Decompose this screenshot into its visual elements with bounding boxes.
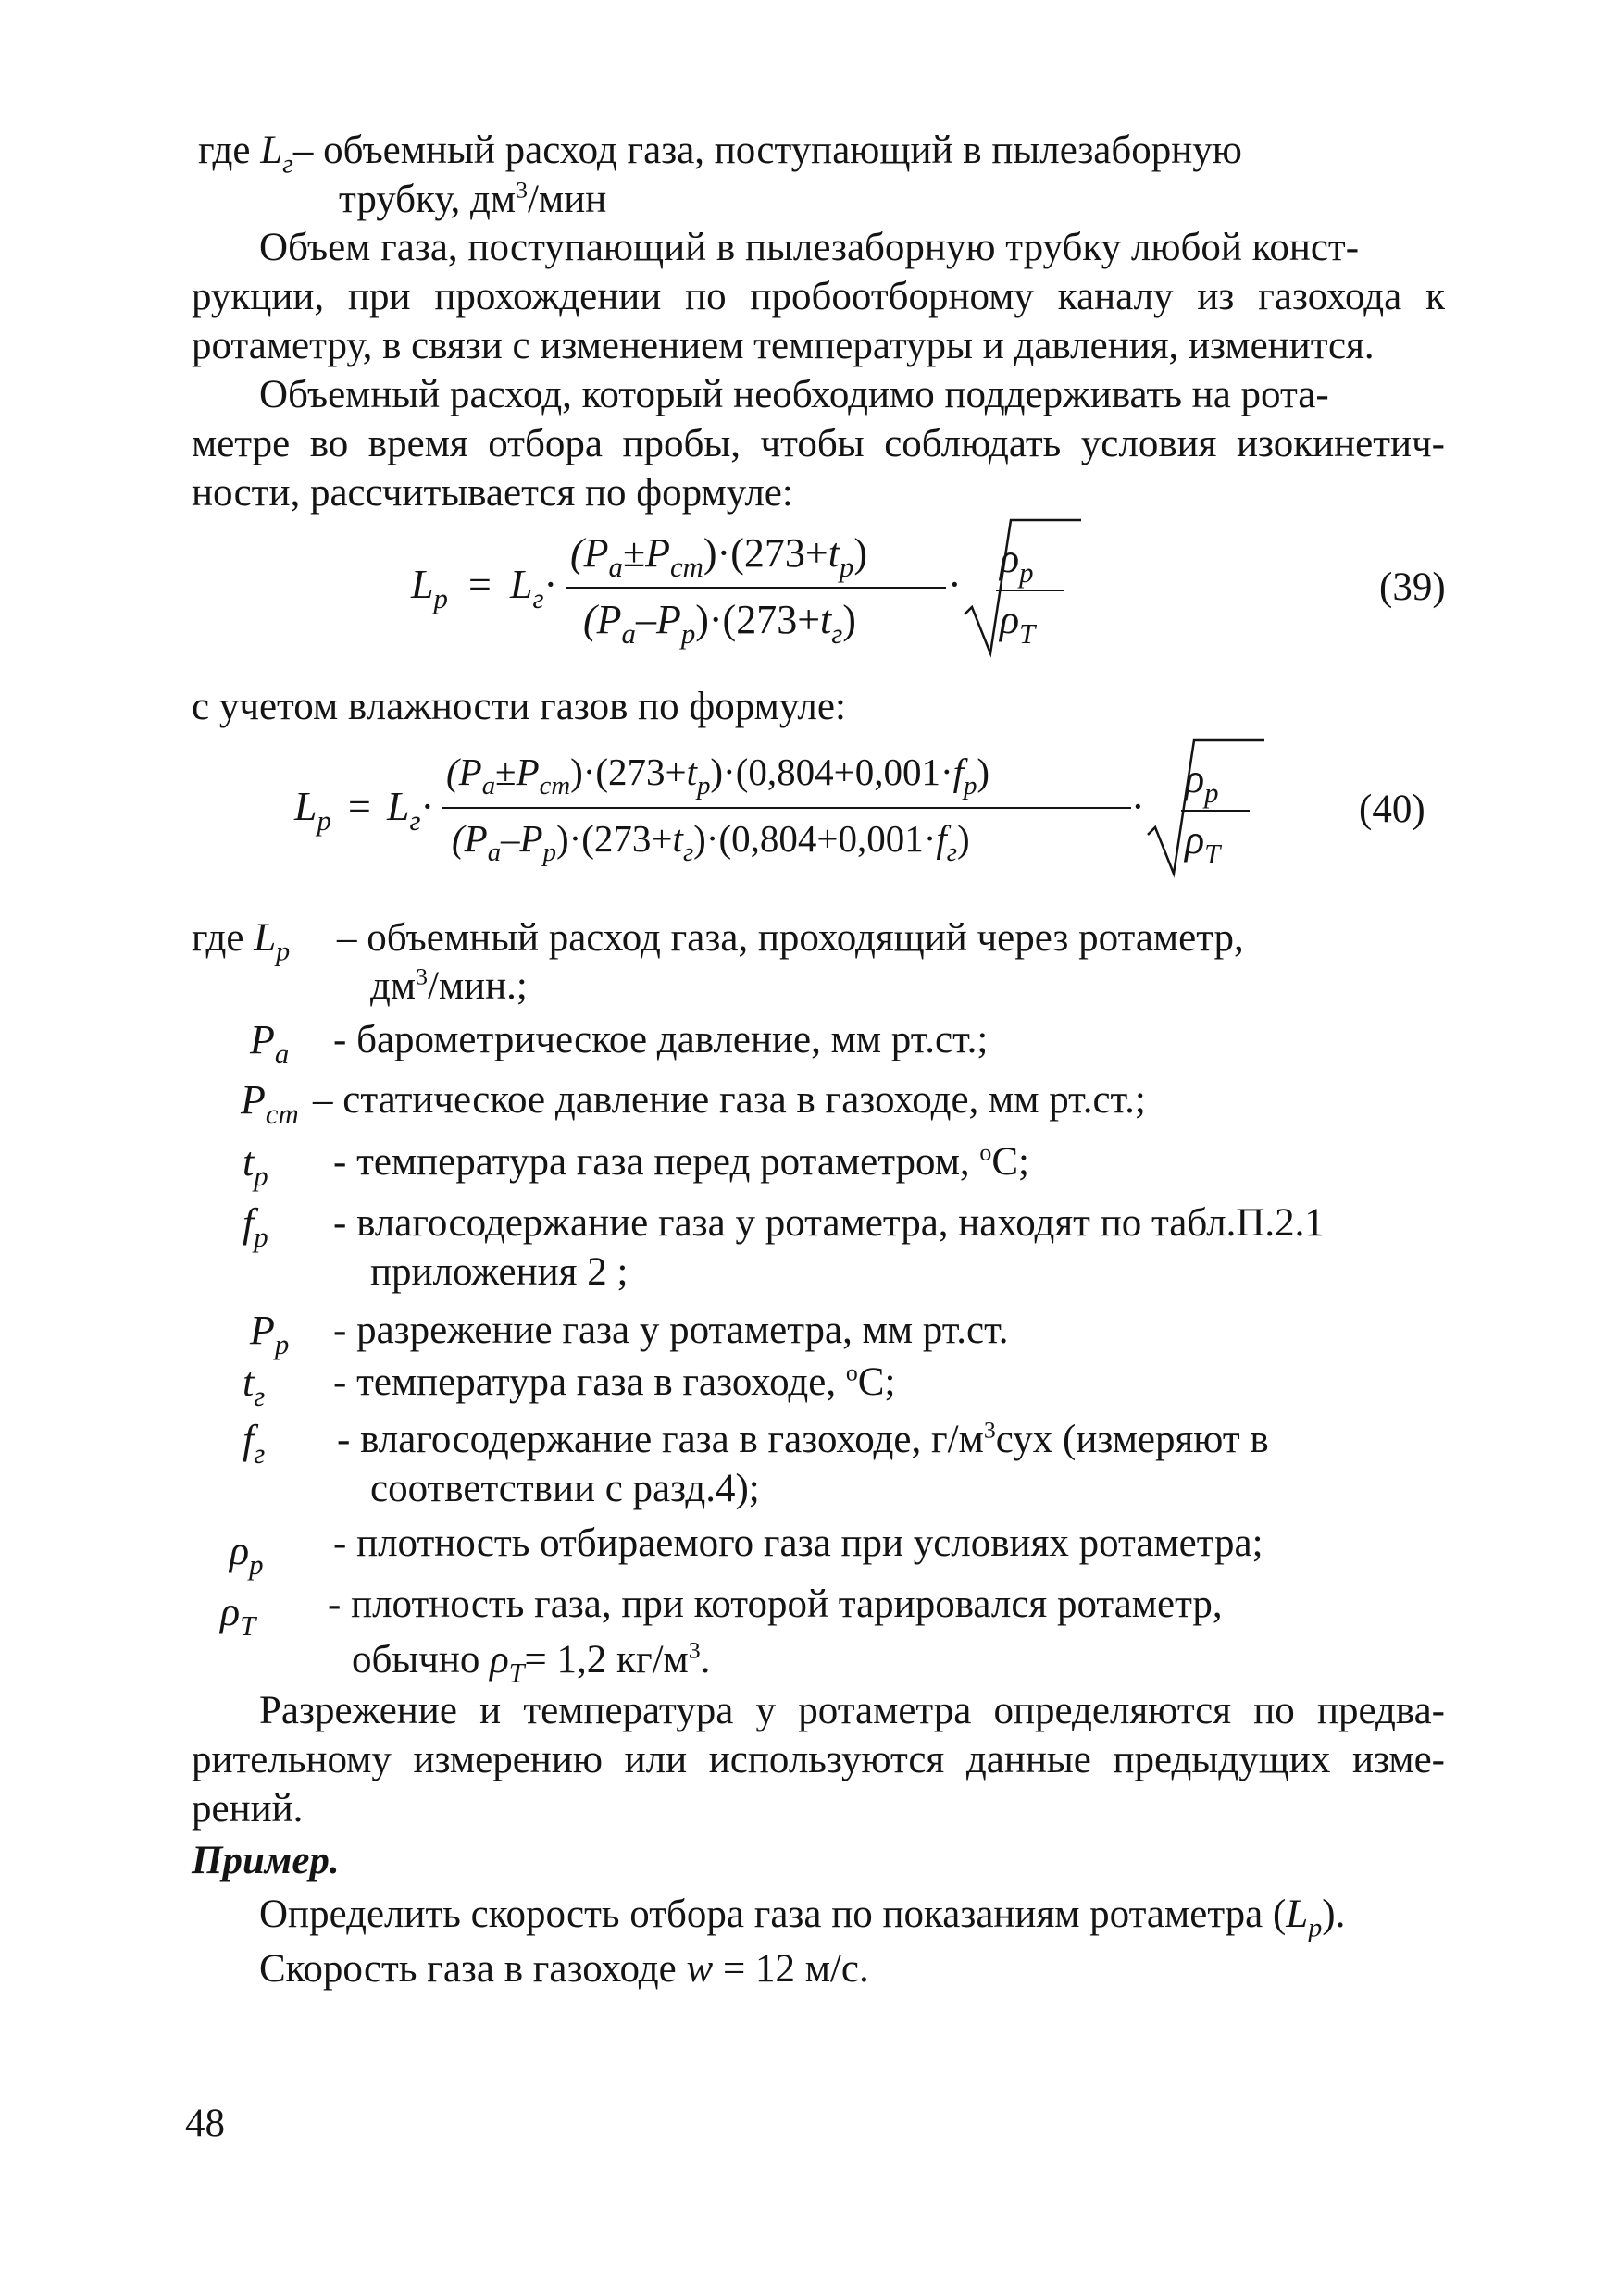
unit-superscript: 3 [516, 176, 529, 204]
formula-40-denominator: $(P_a-P_p)\cdot(273+t_г)\cdot(0,804+0,001\cdot f_г)$ [452, 817, 970, 868]
symbol-rho-t: $\rho_T$ [220, 1589, 256, 1642]
symbol-pst: $P_{cт}$ [241, 1077, 299, 1130]
formula-40-fraction-bar [442, 807, 1131, 809]
definition-rho-t-text: - плотность газа, при которой тарировался ротаметр, [328, 1582, 1223, 1626]
unit-text: трубку, дм [339, 178, 517, 221]
definition-lp-text: – объемный расход газа, проходящий через ротаметр, [337, 916, 1244, 960]
paragraph-1-line-2: рукции, при прохождении по пробоотборному каналу из газохода к [192, 275, 1445, 318]
formula-39-coef: $L_г\cdot$ [510, 562, 558, 614]
formula-40-lhs: $L_p$ [294, 784, 331, 837]
formula-39-equals: = [468, 562, 492, 607]
formula-40-number: (40) [1359, 788, 1425, 831]
paragraph-3-line-1: Разрежение и температура у ротаметра определяются по предва- [259, 1689, 1445, 1732]
formula-39-denominator: $(P_a-P_p)\cdot(273+t_г)$ [583, 597, 856, 650]
formula-40-root-denominator: $\rho_T$ [1185, 817, 1221, 870]
definition-pp-text: - разрежение газа у ротаметра, мм рт.ст. [333, 1309, 1009, 1352]
definition-lp-text-2: $дм^3$/мин.; [370, 962, 528, 1008]
paragraph-1-line-3: ротаметру, в связи с изменением температуры и давления, изменится. [192, 324, 1375, 367]
formula-40-equals: = [348, 784, 371, 829]
formula-40-coef: $L_г\cdot$ [387, 784, 435, 837]
definition-pa-text: - барометрическое давление, мм рт.ст.; [333, 1018, 989, 1061]
symbol-tg: $t_г$ [243, 1359, 266, 1412]
formula-40-root-fraction-bar [1181, 810, 1250, 812]
page-number: 48 [185, 2102, 225, 2145]
definition-tp-text: - температура газа перед ротаметром, $^o$C; [333, 1138, 1029, 1184]
formula-39-dot: · [948, 562, 962, 607]
paragraph-3-line-3: рений. [192, 1787, 304, 1831]
definition-rho-p-text: - плотность отбираемого газа при условиях ротаметра; [333, 1521, 1263, 1565]
definition-fg-text: - влагосодержание газа в газоходе, $г/м^3сух$ (измеряют в [337, 1416, 1269, 1461]
definition-fp-text-2: приложения 2 ; [370, 1250, 629, 1294]
definition-pst-text: – статическое давление газа в газоходе, мм рт.ст.; [313, 1078, 1146, 1122]
symbol-L-g: $L_г$ [260, 129, 293, 180]
symbol-tp: $t_p$ [243, 1139, 268, 1192]
paragraph-2-line-1: Объемный расход, который необходимо поддерживать на рота- [259, 373, 1329, 416]
formula-40-dot: · [1131, 784, 1145, 829]
paragraph-2-line-3: ности, рассчитывается по формуле: [192, 471, 793, 515]
formula-39-numerator: $(P_a\pm P_{cm})\cdot(273+t_p)$ [570, 530, 867, 583]
formula-39-fraction-bar [566, 587, 946, 589]
formula-40-numerator: $(P_a\pm P_{cm})\cdot(273+t_p)\cdot(0,804+0,001\cdot f_p)$ [446, 751, 990, 801]
humidity-note: с учетом влажности газов по формуле: [192, 685, 846, 728]
example-heading: Пример. [192, 1839, 340, 1882]
symbol-pa: $P_a$ [250, 1017, 290, 1070]
formula-39-number: (39) [1379, 565, 1446, 609]
formula-39-root-denominator: $\rho_T$ [1000, 597, 1036, 650]
definition-rho-t-text-2: обычно $\rho_T= 1,2$ $кг/м^3$. [352, 1636, 711, 1689]
symbol-pp: $P_p$ [250, 1308, 290, 1360]
intro-line-1 [198, 127, 1242, 180]
paragraph-3-line-2: рительному измерению или используются данные предыдущих изме- [192, 1738, 1445, 1781]
formula-39-root-numerator: $\rho_p$ [1000, 536, 1034, 589]
formula-39-root-fraction-bar [996, 590, 1064, 591]
formula-39-lhs: $L_p$ [411, 562, 448, 614]
example-line-1: Определить скорость отбора газа по показаниям ротаметра $(L_p)$. [259, 1893, 1346, 1943]
paragraph-1-line-1: Объем газа, поступающий в пылезаборную трубку любой конст- [259, 226, 1360, 269]
symbol-rho-p: $\rho_p$ [230, 1528, 264, 1581]
intro-definition-text: – объемный расход газа, поступающий в пылезаборную [292, 129, 1242, 172]
definition-fg-text-2: соответствии с разд.4); [370, 1467, 760, 1510]
definition-tg-text: - температура газа в газоходе, $^o$C; [333, 1359, 896, 1404]
definition-lp: где $L_p$ [192, 916, 291, 967]
symbol-fp: $f_p$ [243, 1200, 268, 1253]
definition-fp-text: - влагосодержание газа у ротаметра, находят по табл.П.2.1 [333, 1201, 1325, 1245]
unit-text-end: /мин [528, 178, 607, 221]
symbol-fg: $f_г$ [243, 1417, 266, 1470]
example-line-2: Скорость газа в газоходе w = 12 м/с. [259, 1947, 869, 1991]
paragraph-2-line-2: метре во время отбора пробы, чтобы соблюдать условия изокинетич- [192, 422, 1445, 465]
intro-line-2 [339, 176, 606, 224]
where-word: где [198, 129, 261, 172]
formula-40-root-numerator: $\rho_p$ [1185, 756, 1219, 809]
